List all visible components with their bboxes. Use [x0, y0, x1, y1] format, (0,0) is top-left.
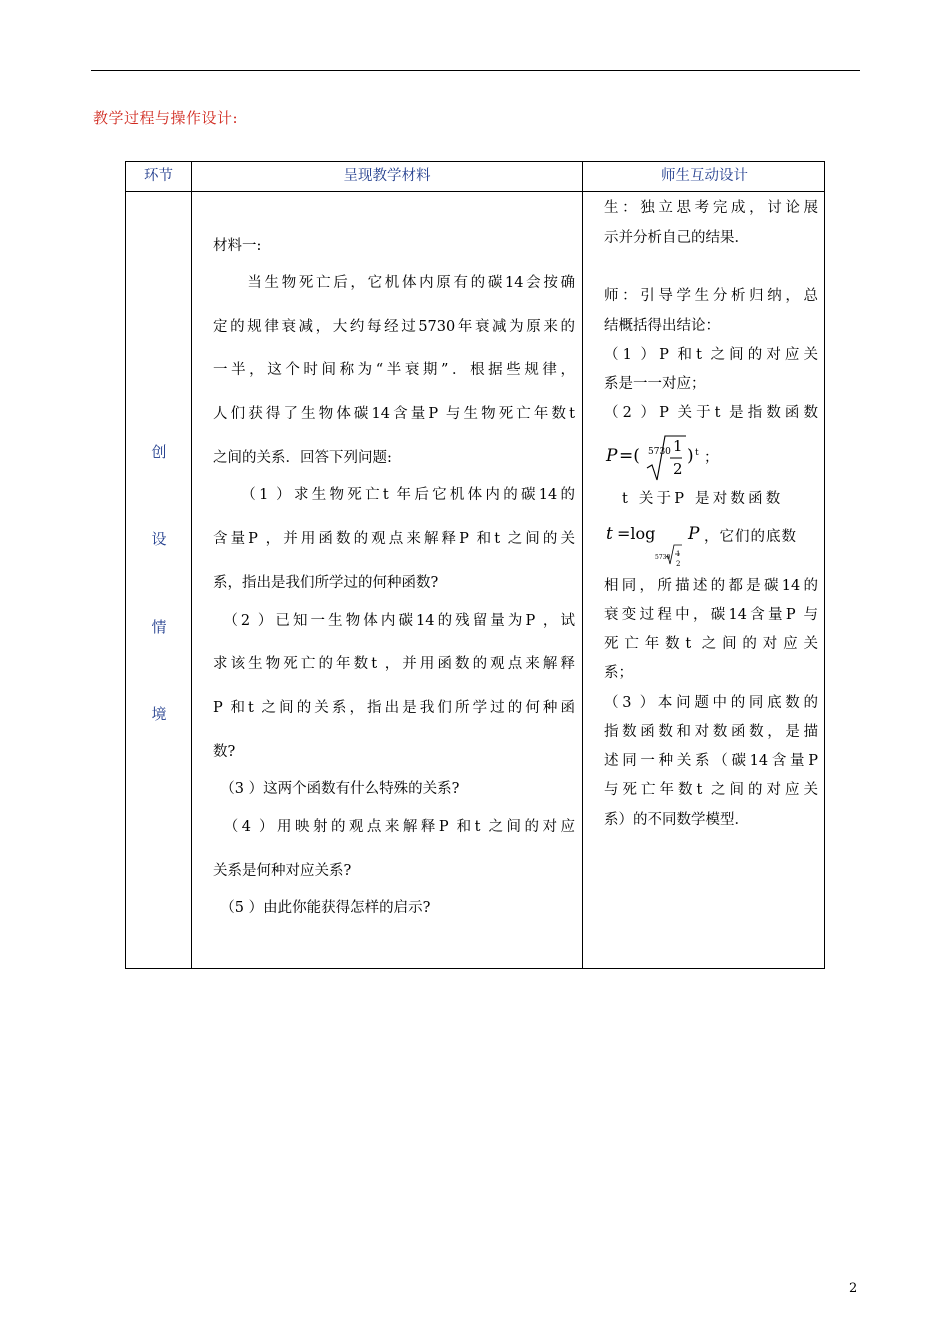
formula-close: ) [687, 446, 694, 466]
interaction-line: 师：引导学生分析归纳，总 [604, 288, 818, 304]
interaction-line: 衰变过程中，碳14含量P 与 [604, 607, 818, 623]
stage-char: 设 [151, 530, 167, 548]
material-line: 关系是何种对应关系? [213, 863, 352, 879]
formula-exponent: t [695, 448, 699, 458]
material-line: 材料一: [213, 238, 262, 254]
header-rule [91, 70, 860, 71]
interaction-line: t 关于P 是对数函数 [622, 491, 784, 507]
log-base-num: 1 [676, 550, 681, 558]
material-line: 数? [213, 744, 236, 760]
log-argument: P [688, 524, 700, 544]
column-divider [191, 162, 192, 968]
exponential-formula [604, 428, 818, 486]
material-line: 含量P ，并用函数的观点来解释P 和t 之间的关 [213, 531, 575, 547]
formula-tail: ，它们的底数 [704, 529, 797, 545]
material-line: （4 ）用映射的观点来解释P 和t 之间的对应 [213, 819, 575, 835]
interaction-line: 相同，所描述的都是碳14的 [604, 578, 818, 594]
header-interaction: 师生互动设计 [661, 168, 748, 184]
stage-char: 境 [151, 705, 167, 723]
interaction-line: 结概括得出结论： [604, 318, 720, 334]
material-line: （1 ）求生物死亡t 年后它机体内的碳14的 [213, 487, 575, 503]
lesson-table [125, 161, 825, 969]
section-title: 教学过程与操作设计: [93, 109, 239, 127]
material-line: （3 ）这两个函数有什么特殊的关系? [213, 781, 460, 797]
material-line: 当生物死亡后，它机体内原有的碳14会按确 [213, 275, 575, 291]
fraction-num: 1 [673, 437, 683, 455]
material-line: 求该生物死亡的年数t ，并用函数的观点来解释 [213, 656, 575, 672]
fraction-den: 2 [673, 460, 683, 478]
interaction-line: （2 ）P 关于t 是指数函数 [604, 405, 818, 421]
header-divider [126, 191, 824, 192]
material-line: 一半，这个时间称为“半衰期”．根据些规律， [213, 362, 575, 378]
interaction-line: （1 ）P 和t 之间的对应关 [604, 347, 818, 363]
interaction-line: 述同一种关系（碳14含量P [604, 753, 818, 769]
material-line: （5 ）由此你能获得怎样的启示? [213, 900, 431, 916]
log-base-index: 5730 [655, 554, 671, 561]
formula-eq: =( [619, 446, 640, 466]
material-line: （2 ）已知一生物体内碳14的残留量为P ，试 [213, 613, 575, 629]
interaction-line: 示并分析自己的结果． [604, 230, 749, 246]
material-line: 系，指出是我们所学过的何种函数? [213, 575, 439, 591]
formula-lhs: P [606, 446, 618, 466]
interaction-line: 系是一一对应； [604, 376, 706, 392]
material-line: 人们获得了生物体碳14含量P 与生物死亡年数t [213, 406, 575, 422]
formula-log: =log [617, 524, 656, 543]
root-index: 5730 [648, 447, 671, 457]
material-line: 之间的关系．回答下列问题: [213, 450, 392, 466]
interaction-line: 系）的不同数学模型． [604, 812, 749, 828]
header-material: 呈现教学材料 [343, 168, 431, 184]
stage-char: 情 [151, 618, 167, 636]
log-base-den: 2 [676, 560, 681, 568]
interaction-line: 与死亡年数t 之间的对应关 [604, 782, 818, 798]
interaction-line: 指数函数和对数函数，是描 [604, 724, 818, 740]
interaction-line: 系； [604, 665, 633, 681]
material-line: 定的规律衰减，大约每经过5730年衰减为原来的 [213, 319, 575, 335]
page-number: 2 [849, 1281, 858, 1296]
interaction-line: （3 ）本问题中的同底数的 [604, 695, 818, 711]
interaction-line: 生：独立思考完成，讨论展 [604, 200, 818, 216]
logarithm-formula [604, 514, 818, 566]
stage-char: 创 [151, 443, 167, 461]
formula-tail: ； [704, 450, 719, 466]
material-line: P 和t 之间的关系，指出是我们所学过的何种函 [213, 700, 575, 716]
header-stage: 环节 [144, 168, 173, 184]
formula-lhs: t [606, 524, 613, 544]
column-divider [582, 162, 583, 968]
interaction-line: 死亡年数t 之间的对应关 [604, 636, 818, 652]
